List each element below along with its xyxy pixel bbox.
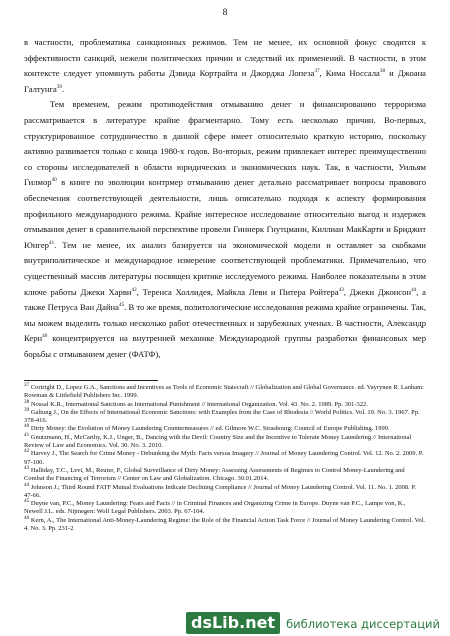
footnotes xyxy=(24,381,426,533)
footnote-text: Johnson J.; Third Round FATF Mutual Evaluations Indicate Declining Compliance // Journal of Money Laundering Control. Vol. 11. No. 1. 2008. P. 47-66. xyxy=(24,483,416,499)
footnote-text: Dirty Money: the Evolution of Money Laundering Countermeasures // ed. Gilmore W.C. Strasbourg: Council of Europe Publishing. 1999. xyxy=(30,425,390,433)
text-run: в частности, проблематика санкционных режимов. Тем не менее, их основной фокус сводится к эффективности санкций, нежели политических причин и следствий их применений. В частности, в этом контексте следует упомянуть работы Дэвида Кортрайта и Джорджа Лопеза xyxy=(24,37,426,79)
footnote-number: 38 xyxy=(24,398,30,405)
footnote-text: Nossal K.R., International Sanctions as International Punishment // International Organization. Vol. 43. No. 2. 1989. Pp. 301-322. xyxy=(30,400,368,408)
footnote xyxy=(24,514,426,534)
paragraph xyxy=(24,97,426,362)
footnote-number: 43 xyxy=(24,464,30,471)
footnote-ref[interactable]: 39 xyxy=(56,83,62,90)
footnote-ref[interactable]: 41 xyxy=(48,239,55,246)
footnote-ref[interactable]: 46 xyxy=(42,333,48,340)
footnote-number: 40 xyxy=(24,423,30,430)
text-run: концентрируется на внутренней механике Международной группы разработки финансовых мер борьбы с отмыванием денег (ФАТФ), xyxy=(24,333,426,359)
text-run: . В то же время, политологические исследования режима крайне ограничены. Так, мы можем выделить только несколько работ отечественных и зарубежных ученых. В частности, Александр Керн xyxy=(24,302,426,344)
footnote-ref[interactable]: 44 xyxy=(411,286,417,293)
footnote-number: 45 xyxy=(24,498,30,504)
footnote-text: Duyne van, P.C., Money Laundering: Fears and Facts // in Criminal Finances and Organizing Crime in Europe. Duyne van P.C., Lampe von, K., Newell J.L. eds. Nijmegen: Wolf Legal Publishers. 2003. Pp. 67-104. xyxy=(24,500,406,516)
footnote-text: Cortright D., Lopez G.A., Sanctions and Incentives as Tools of Economic Statecraft // Globalization and Global Governance. ed. Vayrynen R. Lanham: Rowman & Littlefield Publishers Inc. 1999. xyxy=(24,384,424,400)
footnote-number: 44 xyxy=(24,481,30,488)
footnote-number: 46 xyxy=(24,514,30,521)
footnote xyxy=(24,406,426,426)
text-run: . Тем не менее, их анализ базируется на экономической модели и оставляет за скобками внутриполитическое и международное измерение соответствующей проблематики. Примечательно, что существенный массив литературы посвящен критике исследуемого режима. Наиболее показательны в этом ключе работы Джеки Харви xyxy=(24,239,426,297)
text-run: Тем временем, режим противодействия отмыванию денег и финансированию терроризма рассматривается в литературе крайне фрагментарно. Тому есть несколько причин. Во-первых, структурированное сотрудничество в данной сфере имеет относительно краткую историю, поскольку активно развивается только с конца 1980-х годов. Во-вторых, режим привлекает интерес преимущественно со стороны исследователей в области юридических и экономических наук. Так, в частности, Уильям Гилмор xyxy=(24,99,426,188)
footnote-number: 37 xyxy=(24,381,30,388)
body-text xyxy=(24,35,426,362)
watermark[interactable] xyxy=(186,612,440,634)
footnote-ref[interactable]: 45 xyxy=(118,302,125,309)
footnote xyxy=(24,431,426,451)
text-run: , Теренса Холлидея, Майкла Леви и Питера Ройтера xyxy=(136,286,339,297)
footnote xyxy=(24,500,426,517)
footnote xyxy=(24,481,426,501)
footnote xyxy=(24,398,426,409)
footnote-ref[interactable]: 42 xyxy=(131,286,137,293)
footnote-text: Halliday, T.C., Levi, M., Reuter, P., Global Surveillance of Dirty Money: Assessing Assessments of Regimes to Control Money-Laundering and Combat the Financing of Terrorism // Center on Law and Globalization. Chicago. 30.01.2014. xyxy=(24,466,405,483)
text-run: , а также Петруса Ван Дайна xyxy=(24,286,427,313)
text-run: , Джеки Джонсон xyxy=(343,286,412,297)
footnote-ref[interactable]: 43 xyxy=(338,286,344,293)
footnote-number: 39 xyxy=(24,406,30,413)
footnote-text: Kern, A., The International Anti-Money-Laundering Regime: the Role of the Financial Action Task Force // Journal of Money Laundering Control. Vol. 4. No. 3. Pp. 231-2 xyxy=(24,516,426,533)
footnote-separator xyxy=(24,380,158,381)
paragraph xyxy=(24,35,426,97)
watermark-logo: dsLib.net xyxy=(186,612,280,634)
footnote-text: Galtung J., On the Effects of International Economic Sanctions: with Examples from the Case of Rhodesia // World Politics. Vol. 19. No. 3. 1967. Pp. 378-416. xyxy=(24,408,420,425)
footnote xyxy=(24,425,426,433)
footnote-text: Harvey J., The Search for Crime Money - Debunking the Myth: Facts versus Imagery // Journal of Money Laundering Control. Vol. 12. No. 2. 2009. P. 97-100. xyxy=(24,450,424,466)
text-run: в книге по эволюции контрмер отмыванию денег детально рассматривает вопросы правового обеспечения соответствующей деятельности, лишь описательно подходя к аспекту формирования профильного международного режима. Крайне интересное исследование относительно выгод и издержек отмывания денег в сравнительной перспективе провели Гиннерк Гнутцманн, Киллиан МакКарти и Бриджит Юнгер xyxy=(24,177,426,250)
footnote-ref[interactable]: 40 xyxy=(51,177,57,184)
text-run: и Джоана Галтунга xyxy=(24,68,426,94)
footnote xyxy=(24,381,426,401)
page-number: 8 xyxy=(222,8,228,18)
text-run: , Кима Носсала xyxy=(319,68,380,79)
footnote-ref[interactable]: 38 xyxy=(379,68,386,75)
footnote xyxy=(24,464,426,484)
text-run: . xyxy=(62,83,65,94)
footnote xyxy=(24,450,426,467)
footnote-text: Gnutzmann, H., McCarthy, K.J., Unger, B., Dancing with the Devil: Country Size and the Incentive to Tolerate Money Laundering // International Review of Law and Economics. Vol. 30. No. 3. 2010. xyxy=(24,433,412,450)
footnote-number: 42 xyxy=(24,448,30,455)
footnote-ref[interactable]: 37 xyxy=(314,68,320,75)
watermark-subtitle: библиотека диссертаций xyxy=(286,617,440,631)
footnote-number: 41 xyxy=(24,431,30,438)
